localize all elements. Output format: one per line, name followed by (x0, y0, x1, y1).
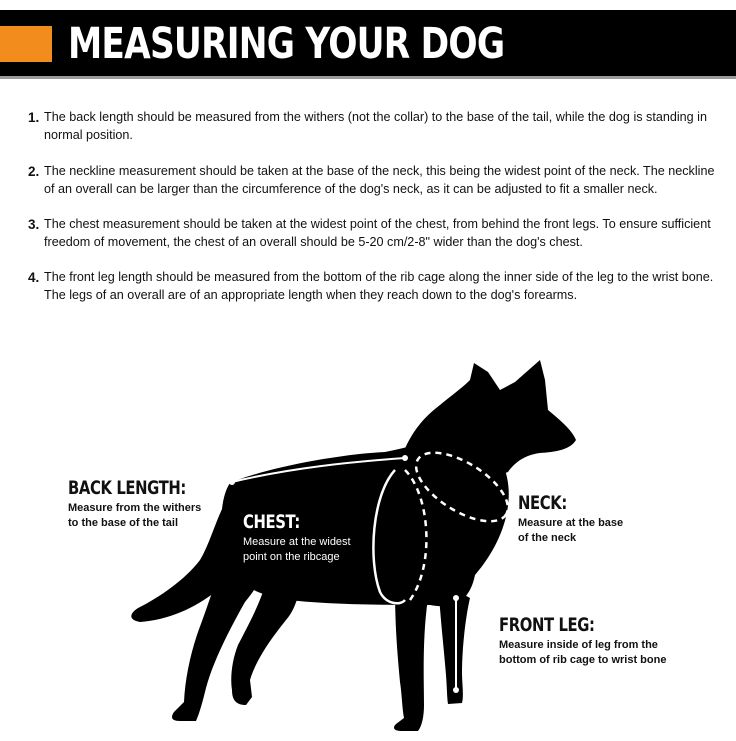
back-length-label (68, 477, 219, 531)
back-length-title: BACK LENGTH: (68, 477, 186, 499)
step-number: 4. (28, 270, 40, 285)
front-leg-desc-line-1: Measure inside of leg from the (499, 639, 658, 651)
instruction-chest (28, 216, 728, 251)
front-leg-end-dot (453, 687, 459, 693)
step-text: The neckline measurement should be taken at the base of the neck, this being the widest point of the neck. The neckline of an overall can be larger than the circumference of the dog's neck, as it can be adjusted to fit a smaller neck. (44, 164, 715, 196)
step-text: The front leg length should be measured from the bottom of the rib cage along the inner side of the leg to the wrist bone. The legs of an overall are of an appropriate length when they reach down to the dog's forearms. (44, 270, 714, 302)
neck-desc-line-2: of the neck (518, 532, 577, 544)
front-leg-label (499, 614, 666, 668)
front-leg-title: FRONT LEG: (499, 614, 595, 636)
dog-measurement-diagram (0, 350, 736, 736)
page-title: MEASURING YOUR DOG (68, 19, 505, 69)
orange-accent-block (0, 26, 52, 62)
header-divider (0, 76, 736, 79)
instruction-front-leg (28, 269, 728, 304)
step-number: 3. (28, 217, 40, 232)
chest-title: CHEST: (243, 511, 300, 533)
neck-title: NECK: (518, 492, 567, 514)
neck-desc-line-1: Measure at the base (518, 517, 624, 529)
instruction-list (28, 109, 728, 304)
chest-label (243, 511, 351, 565)
back-length-start-dot (229, 479, 235, 485)
back-length-desc-line-2: to the base of the tail (68, 517, 179, 529)
chest-desc-line-1: Measure at the widest (243, 536, 351, 548)
front-leg-start-dot (453, 595, 459, 601)
instruction-neckline (28, 163, 728, 198)
step-number: 2. (28, 164, 40, 179)
instruction-back-length (28, 109, 728, 144)
front-leg-desc-line-2: bottom of rib cage to wrist bone (499, 654, 667, 666)
dog-silhouette-illustration (0, 350, 736, 736)
back-length-end-dot (402, 455, 408, 461)
dog-silhouette (131, 360, 576, 731)
step-number: 1. (28, 110, 40, 125)
title-banner (0, 10, 736, 76)
neck-label (518, 492, 623, 546)
step-text: The back length should be measured from the withers (not the collar) to the base of the tail, while the dog is standing in normal position. (44, 110, 707, 142)
chest-desc-line-2: point on the ribcage (243, 551, 340, 563)
step-text: The chest measurement should be taken at the widest point of the chest, from behind the front legs. To ensure sufficient freedom of movement, the chest of an overall should be 5-20 cm/2-8" wider than the dog's chest. (44, 217, 711, 249)
back-length-desc-line-1: Measure from the withers (68, 502, 202, 514)
